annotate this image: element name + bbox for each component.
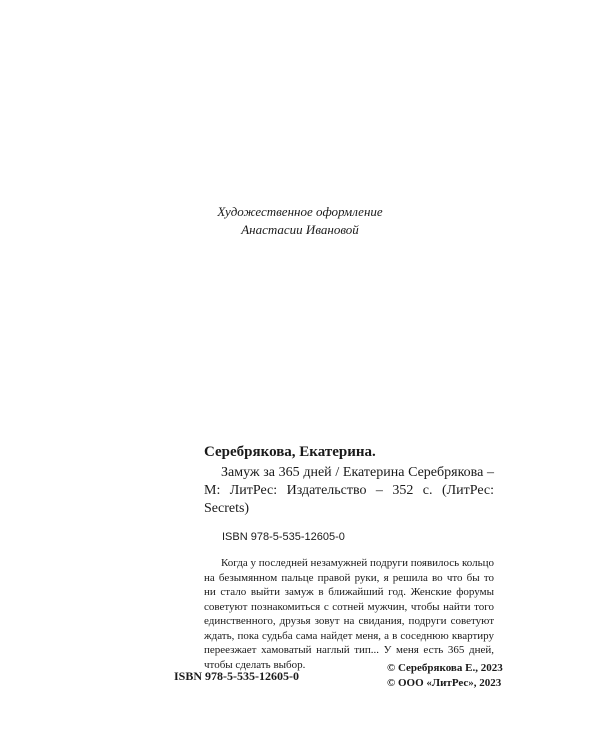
copyright-block	[387, 661, 503, 691]
design-credit-line-2: Анастасии Ивановой	[241, 222, 359, 237]
catalog-record	[204, 442, 494, 672]
design-credit	[0, 203, 600, 239]
copyright-author: © Серебрякова Е., 2023	[387, 662, 503, 674]
catalog-description: Замуж за 365 дней / Екатерина Серебрякова – М: ЛитРес: Издательство – 352 с. (ЛитРес: Secrets)	[204, 465, 494, 516]
design-credit-line-1: Художественное оформление	[217, 204, 383, 219]
catalog-isbn: ISBN 978-5-535-12605-0	[222, 531, 345, 543]
catalog-author: Серебрякова, Екатерина.	[204, 444, 376, 460]
copyright-publisher: © ООО «ЛитРес», 2023	[387, 677, 502, 689]
catalog-annotation: Когда у последней незамужней подруги появилось кольцо на безымянном пальце правой руки, я решила во что бы то ни стало выйти замуж в ближайший год. Женские форумы советуют познакомиться с сотней мужчин, чтобы найти того единственного, друзья зовут на свидания, подруги советуют ждать, пока судьба сама найдет меня, а в соседнюю квартиру переезжает хамоватый наглый тип... У меня есть 365 дней, чтобы сделать выбор.	[204, 557, 494, 671]
footer-isbn: ISBN 978-5-535-12605-0	[174, 669, 299, 683]
